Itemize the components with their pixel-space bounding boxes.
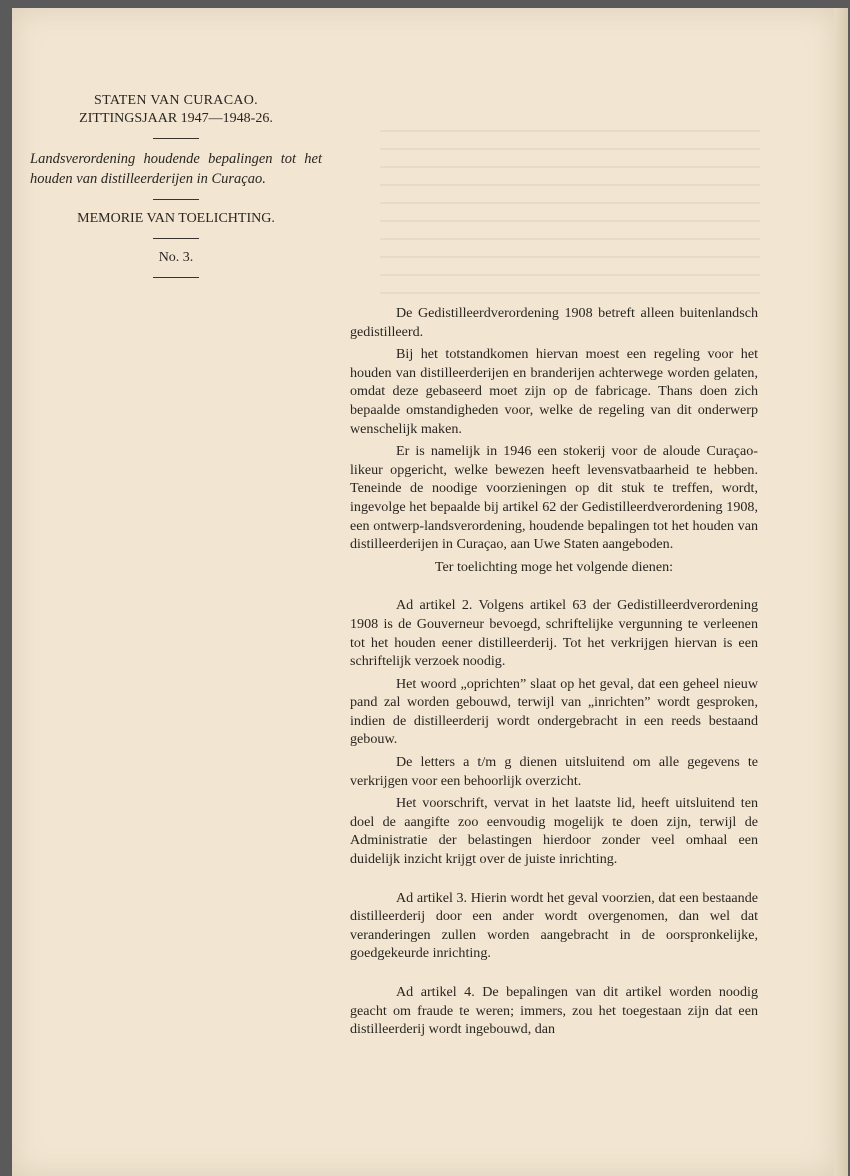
paragraph: Het woord „oprichten” slaat op het geval, dat een geheel nieuw pand zal worden gebouwd, terwijl van „inrichten” wordt gesproken, indien de distilleerderij wordt ondergebracht in een reeds bestaand gebouw.	[350, 675, 758, 748]
paragraph: Ad artikel 3. Hierin wordt het geval voorzien, dat een bestaande distilleerderij door een ander wordt overgenomen, dan wel dat veranderingen zullen worden aangebracht in de oorspronkelijke, goedgekeurde inrichting.	[350, 889, 758, 962]
paragraph: Ad artikel 4. De bepalingen van dit artikel worden noodig geacht om fraude te weren; immers, zou het toegestaan zijn dat een distilleerderij wordt ingebouwd, dan	[350, 984, 758, 1038]
show-through-text	[380, 130, 760, 300]
paragraph: De letters a t/m g dienen uitsluitend om alle gegevens te verkrijgen voor een behoorlijk overzicht.	[350, 754, 758, 789]
header-title: STATEN VAN CURACAO.	[94, 93, 258, 108]
paragraph: Ter toelichting moge het volgende dienen:	[434, 558, 674, 575]
document-body	[350, 304, 758, 1043]
document-subtitle: Landsverordening houdende bepalingen tot het houden van distilleerderijen in Curaçao.	[30, 151, 322, 187]
document-header	[28, 92, 324, 288]
paragraph: De Gedistilleerdverordening 1908 betreft alleen buitenlandsch gedistilleerd.	[350, 305, 758, 340]
memorie-rule	[153, 238, 199, 239]
number-rule	[153, 277, 199, 278]
paragraph: Er is namelijk in 1946 een stokerij voor de aloude Curaçao-likeur opgericht, welke bewezen heeft levensvatbaarheid te hebben. Teneinde de noodige voorzieningen op dit stuk te treffen, wordt, ingevolge het bepaalde bij artikel 62 der Gedistilleerdverordening 1908, een ontwerp-landsverordening, houdende bepalingen tot het houden van distilleerderijen in Curaçao, aan Uwe Staten aangeboden.	[350, 443, 758, 553]
paragraph: Ad artikel 2. Volgens artikel 63 der Gedistilleerdverordening 1908 is de Gouverneur bevoegd, schriftelijke vergunning te verleenen tot het houden eener distilleerderij. Tot het verkrijgen hiervan is een schriftelijk verzoek noodig.	[350, 597, 758, 670]
paragraph: Het voorschrift, vervat in het laatste lid, heeft uitsluitend ten doel de aangifte zoo eenvoudig mogelijk te doen zijn, terwijl de Administratie der belastingen hierdoor zonder veel omhaal een duidelijk inzicht krijgt over de juiste inrichting.	[350, 795, 758, 868]
paragraph: Bij het totstandkomen hiervan moest een regeling voor het houden van distilleerderijen en branderijen achterwege worden gelaten, omdat deze gebaseerd moet zijn op de fabricage. Thans doen zich bepaalde omstandigheden voor, welke de regeling van dit onderwerp wenschelijk maken.	[350, 346, 758, 437]
memorie-heading: MEMORIE VAN TOELICHTING.	[77, 211, 275, 226]
header-rule	[153, 138, 199, 139]
header-session: ZITTINGSJAAR 1947—1948-26.	[79, 111, 273, 126]
page-edge	[834, 8, 848, 1176]
subtitle-rule	[153, 199, 199, 200]
document-number: No. 3.	[158, 250, 194, 265]
